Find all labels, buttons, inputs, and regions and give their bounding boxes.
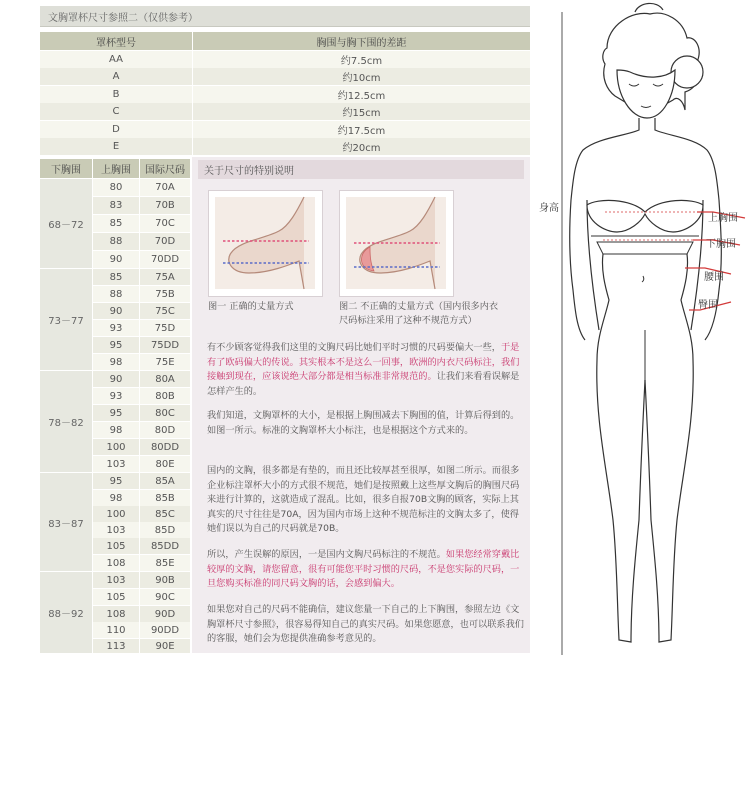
cup-row-type: C xyxy=(40,103,192,120)
upper-bust-cell: 88 xyxy=(93,286,139,302)
intl-size-cell: 85B xyxy=(140,490,190,506)
cup-row-type: D xyxy=(40,121,192,138)
upper-bust-cell: 80 xyxy=(93,179,139,196)
upper-bust-cell: 113 xyxy=(93,639,139,653)
intl-size-cell: 85C xyxy=(140,506,190,522)
cup-row-diff: 约10cm xyxy=(193,68,530,85)
size-header-under: 下胸围 xyxy=(40,159,92,178)
upper-bust-cell: 103 xyxy=(93,572,139,588)
upper-bust-cell: 88 xyxy=(93,233,139,250)
cup-row-type: A xyxy=(40,68,192,85)
intl-size-cell: 85A xyxy=(140,473,190,489)
upper-bust-cell: 85 xyxy=(93,215,139,232)
label-upper-bust: 上胸围 xyxy=(708,213,738,224)
cup-header-diff: 胸围与胸下围的差距 xyxy=(193,32,530,50)
intl-size-cell: 80B xyxy=(140,388,190,404)
cup-row-type: AA xyxy=(40,51,192,68)
intl-size-cell: 70D xyxy=(140,233,190,250)
intl-size-cell: 80E xyxy=(140,456,190,472)
note-paragraph-5: 如果您对自己的尺码不能确信，建议您量一下自己的上下胸围，参照左边《文胸罩杯尺寸参照》，很容易得知自己的真实尺码。如果您愿意，也可以联系我们的客服，她们会为您提供准确参考意见的。 xyxy=(207,604,524,644)
upper-bust-cell: 103 xyxy=(93,522,139,538)
under-bust-range: 83－87 xyxy=(40,473,92,571)
intl-size-cell: 85D xyxy=(140,522,190,538)
intl-size-cell: 75B xyxy=(140,286,190,302)
intl-size-cell: 90E xyxy=(140,639,190,653)
label-height: 身高 xyxy=(539,203,559,214)
intl-size-cell: 80D xyxy=(140,422,190,438)
upper-bust-cell: 110 xyxy=(93,622,139,638)
cup-row-type: B xyxy=(40,86,192,103)
upper-bust-cell: 108 xyxy=(93,555,139,571)
intl-size-cell: 75D xyxy=(140,320,190,336)
intl-size-cell: 90C xyxy=(140,589,190,605)
intl-size-cell: 75DD xyxy=(140,337,190,353)
intl-size-cell: 70B xyxy=(140,197,190,214)
upper-bust-cell: 105 xyxy=(93,589,139,605)
size-header-upper: 上胸围 xyxy=(93,159,139,178)
intl-size-cell: 70DD xyxy=(140,251,190,268)
note-paragraph-1-text: 有不少顾客觉得我们这里的文胸尺码比她们平时习惯的尺码要偏大一些， xyxy=(207,342,501,353)
intl-size-cell: 75E xyxy=(140,354,190,370)
upper-bust-cell: 108 xyxy=(93,606,139,622)
figure-incorrect-measure xyxy=(339,190,454,297)
upper-bust-cell: 105 xyxy=(93,538,139,554)
intl-size-cell: 90DD xyxy=(140,622,190,638)
cup-row-diff: 约12.5cm xyxy=(193,86,530,103)
note-paragraph-1-end: 让我们来看看误解是怎样产生的。 xyxy=(207,371,520,397)
chart-title: 文胸罩杯尺寸参照二（仅供参考） xyxy=(40,6,530,27)
note-paragraph-1 xyxy=(207,341,525,399)
note-paragraph-4-text: 所以，产生误解的原因，一是国内文胸尺码标注的不规范。 xyxy=(207,549,446,560)
under-bust-range: 88－92 xyxy=(40,572,92,653)
upper-bust-cell: 85 xyxy=(93,269,139,285)
upper-bust-cell: 90 xyxy=(93,251,139,268)
cup-header-type: 罩杯型号 xyxy=(40,32,192,50)
upper-bust-cell: 90 xyxy=(93,303,139,319)
correct-measure-illustration xyxy=(209,191,322,296)
intl-size-cell: 80A xyxy=(140,371,190,387)
cup-row-diff: 约17.5cm xyxy=(193,121,530,138)
cup-row-type: E xyxy=(40,138,192,155)
body-measurement-figure xyxy=(535,0,750,660)
cup-row-diff: 约15cm xyxy=(193,103,530,120)
upper-bust-cell: 103 xyxy=(93,456,139,472)
intl-size-cell: 90B xyxy=(140,572,190,588)
upper-bust-cell: 93 xyxy=(93,388,139,404)
under-bust-range: 78－82 xyxy=(40,371,92,472)
note-paragraph-2: 我们知道，文胸罩杯的大小，是根据上胸围减去下胸围的值，计算后得到的。如图一所示。标准的文胸罩杯大小标注，也是根据这个方式来的。 xyxy=(207,410,520,436)
upper-bust-cell: 100 xyxy=(93,506,139,522)
label-under-bust: 下胸围 xyxy=(706,239,736,250)
cup-row-diff: 约7.5cm xyxy=(193,51,530,68)
upper-bust-cell: 95 xyxy=(93,337,139,353)
upper-bust-cell: 83 xyxy=(93,197,139,214)
intl-size-cell: 75C xyxy=(140,303,190,319)
intl-size-cell: 70A xyxy=(140,179,190,196)
intl-size-cell: 80DD xyxy=(140,439,190,455)
incorrect-measure-illustration xyxy=(340,191,453,296)
figure-correct-measure xyxy=(208,190,323,297)
intl-size-cell: 80C xyxy=(140,405,190,421)
upper-bust-cell: 100 xyxy=(93,439,139,455)
cup-row-diff: 约20cm xyxy=(193,138,530,155)
intl-size-cell: 85DD xyxy=(140,538,190,554)
intl-size-cell: 85E xyxy=(140,555,190,571)
under-bust-range: 68－72 xyxy=(40,179,92,268)
figure-1-caption: 图一 正确的丈量方式 xyxy=(208,301,294,312)
intl-size-cell: 75A xyxy=(140,269,190,285)
size-header-intl: 国际尺码 xyxy=(140,159,190,178)
upper-bust-cell: 95 xyxy=(93,473,139,489)
upper-bust-cell: 90 xyxy=(93,371,139,387)
label-waist: 腰围 xyxy=(704,272,724,283)
label-hip: 臀围 xyxy=(698,300,718,311)
upper-bust-cell: 93 xyxy=(93,320,139,336)
note-paragraph-4-highlight: 如果您经常穿戴比较厚的文胸，请您留意，很有可能您平时习惯的尺码，不是您实际的尺码，一旦您购买标准的同尺码文胸的话，会感到偏大。 xyxy=(207,549,520,589)
figure-2-caption: 图二 不正确的丈量方式（国内很多内衣尺码标注采用了这种不规范方式） xyxy=(339,301,499,326)
intl-size-cell: 70C xyxy=(140,215,190,232)
upper-bust-cell: 95 xyxy=(93,405,139,421)
intl-size-cell: 90D xyxy=(140,606,190,622)
note-paragraph-4 xyxy=(207,548,525,592)
upper-bust-cell: 98 xyxy=(93,490,139,506)
upper-bust-cell: 98 xyxy=(93,422,139,438)
note-paragraph-3: 国内的文胸，很多都是有垫的，而且还比较厚甚至很厚，如图二所示。而很多企业标注罩杯大小的方式很不规范，她们是按照戴上这些厚文胸后的胸围尺码来进行计算的，这就造成了混乱。比如，很多自报70B文胸的顾客，实际上其真实的尺寸往往是70A，因为国内市场上这种不规范标注的文胸太多了，使得她们误以为自己的尺码就是70B。 xyxy=(207,465,520,534)
under-bust-range: 73－77 xyxy=(40,269,92,370)
notes-title: 关于尺寸的特别说明 xyxy=(198,160,524,179)
note-paragraph-1-highlight: 于是有了欧码偏大的传说。其实根本不是这么一回事，欧洲的内衣尺码标注，我们接触到现在，应该说绝大部分都是相当标准非常规范的。 xyxy=(207,342,520,382)
upper-bust-cell: 98 xyxy=(93,354,139,370)
